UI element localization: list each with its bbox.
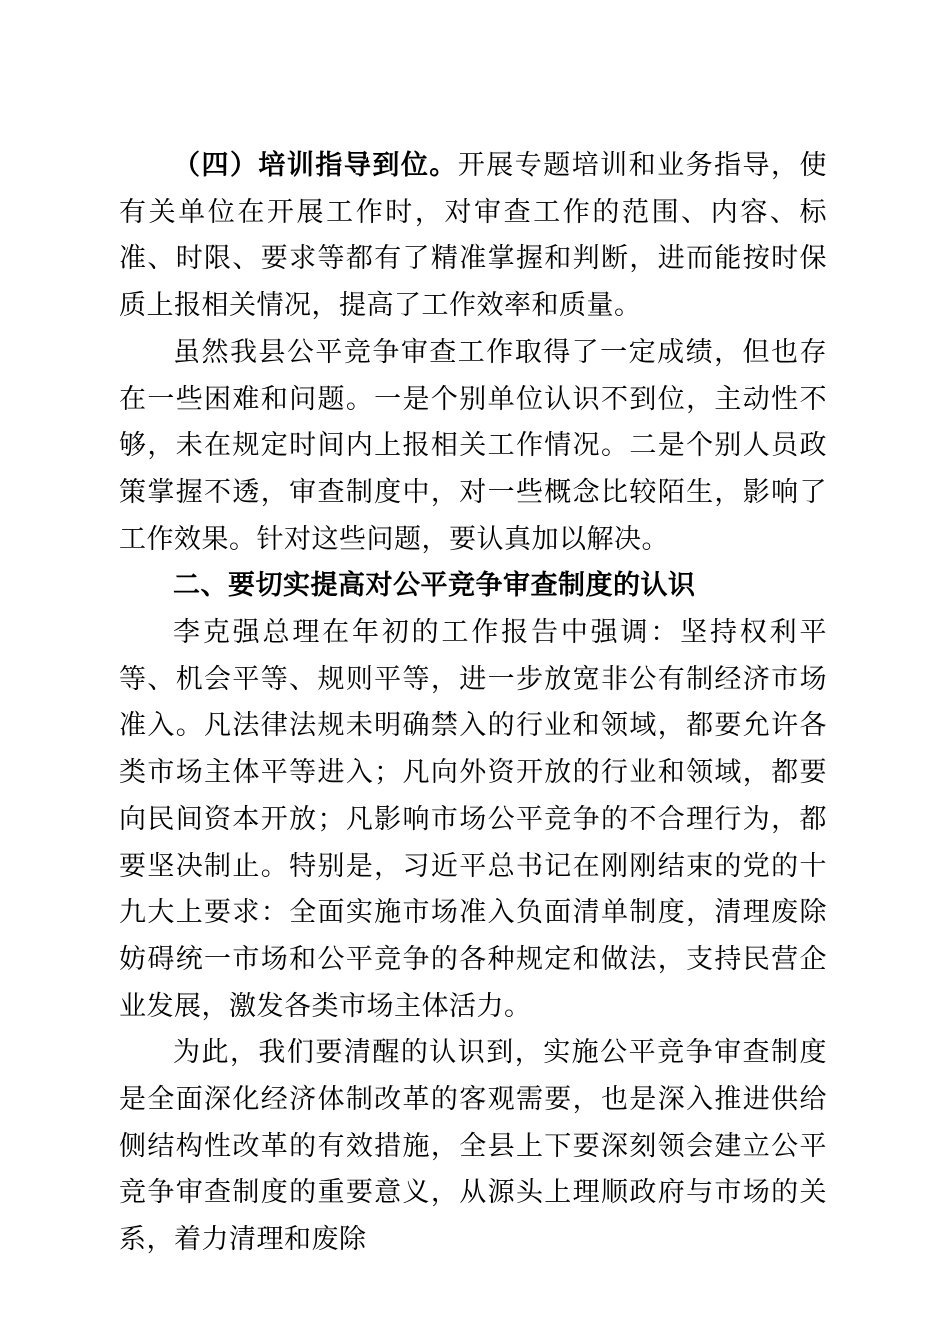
paragraph-conclusion — [119, 1030, 827, 1264]
document-body — [119, 143, 827, 1264]
paragraph-premier-report — [119, 610, 827, 1030]
paragraph-text: 虽然我县公平竞争审查工作取得了一定成绩，但也存在一些困难和问题。一是个别单位认识不到位，主动性不够，未在规定时间内上报相关工作情况。二是个别人员政策掌握不透，审查制度中，对一些概念比较陌生，影响了工作效果。针对这些问题，要认真加以解决。 — [119, 336, 827, 555]
paragraph-training-guidance — [119, 143, 827, 330]
paragraph-lead: （四）培训指导到位。 — [173, 150, 458, 181]
paragraph-text: 李克强总理在年初的工作报告中强调：坚持权利平等、机会平等、规则平等，进一步放宽非公有制经济市场准入。凡法律法规未明确禁入的行业和领域，都要允许各类市场主体平等进入；凡向外资开放的行业和领域，都要向民间资本开放；凡影响市场公平竞争的不合理行为，都要坚决制止。特别是，习近平总书记在刚刚结束的党的十九大上要求：全面实施市场准入负面清单制度，清理废除妨碍统一市场和公平竞争的各种规定和做法，支持民营企业发展，激发各类市场主体活力。 — [119, 617, 827, 1022]
paragraph-text: 开展专题培训和业务指导，使有关单位在开展工作时，对审查工作的范围、内容、标准、时限、要求等都有了精准掌握和判断，进而能按时保质上报相关情况，提高了工作效率和质量。 — [119, 150, 828, 322]
section-heading-text: 二、要切实提高对公平竞争审查制度的认识 — [173, 570, 696, 602]
paragraph-problems — [119, 330, 827, 564]
section-heading — [119, 563, 827, 610]
paragraph-text: 为此，我们要清醒的认识到，实施公平竞争审查制度是全面深化经济体制改革的客观需要，也是深入推进供给侧结构性改革的有效措施，全县上下要深刻领会建立公平竞争审查制度的重要意义，从源头上理顺政府与市场的关系，着力清理和废除 — [119, 1037, 827, 1256]
